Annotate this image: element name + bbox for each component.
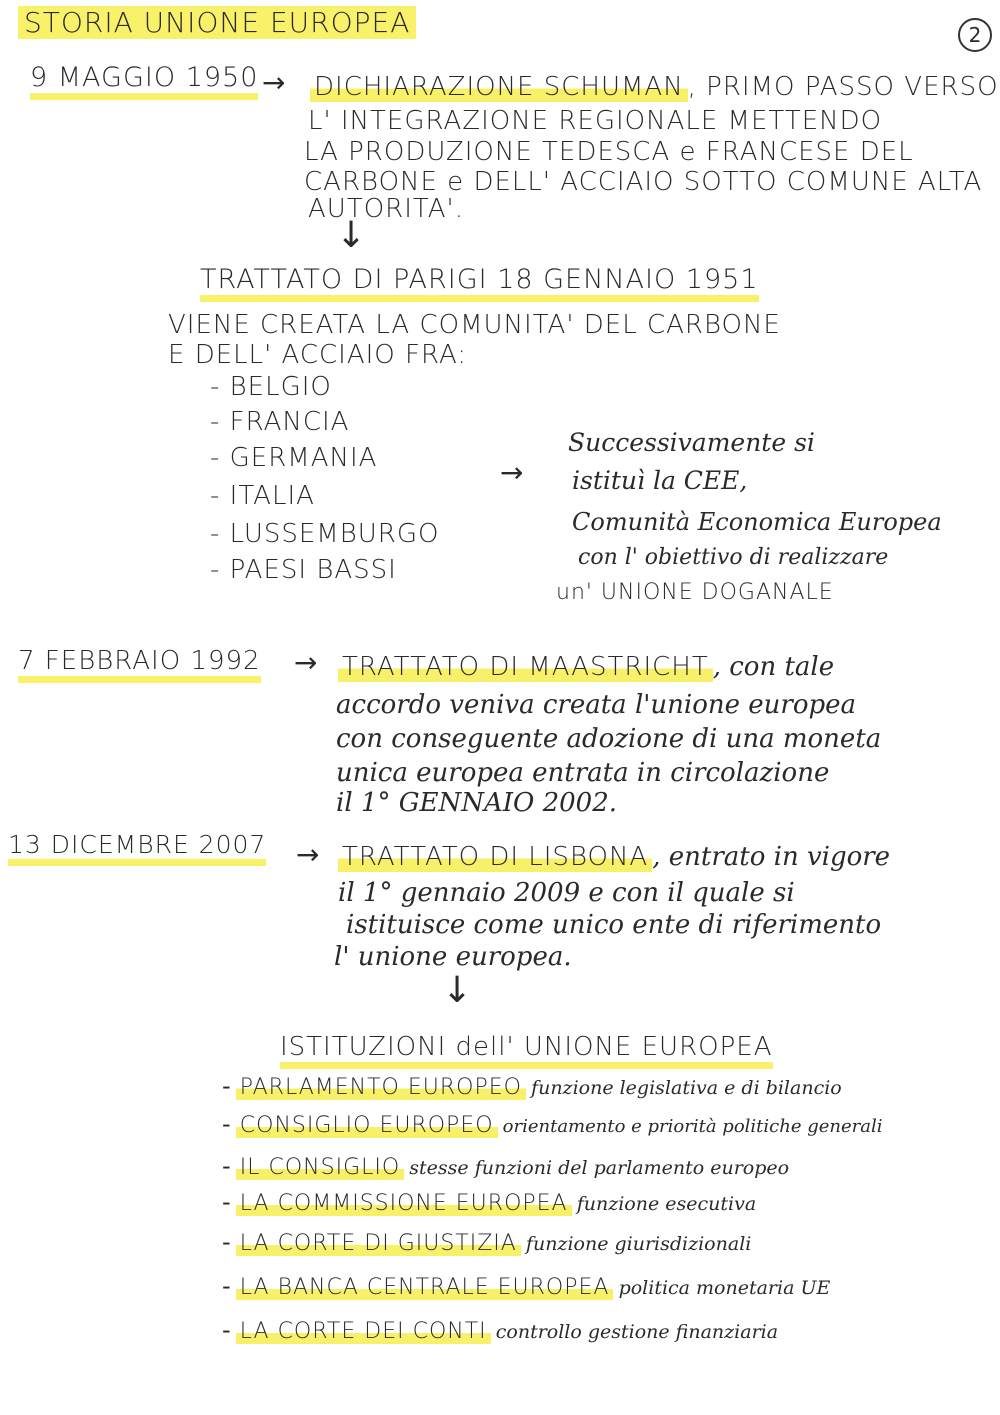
maastricht-date: 7 FEBBRAIO 1992 bbox=[18, 646, 261, 683]
maastricht-line-2: accordo veniva creata l'unione europea bbox=[336, 690, 857, 720]
schuman-highlight: DICHIARAZIONE SCHUMAN bbox=[310, 72, 688, 102]
lisbona-line-3: istituisce come unico ente di riferimento bbox=[346, 910, 882, 940]
cee-note-line-5: un' UNIONE DOGANALE bbox=[556, 580, 834, 605]
dash: - bbox=[222, 1228, 231, 1256]
lisbona-line-1 bbox=[338, 842, 890, 872]
arrow-down-icon: ↓ bbox=[336, 215, 367, 256]
institution-desc: stesse funzioni del parlamento europeo bbox=[409, 1157, 790, 1179]
institution-desc: funzione esecutiva bbox=[576, 1193, 757, 1215]
institution-desc: funzione legislativa e di bilancio bbox=[531, 1077, 842, 1099]
institution-desc: orientamento e priorità politiche generali bbox=[502, 1116, 883, 1137]
dash: - bbox=[222, 1188, 231, 1216]
parigi-line-1: VIENE CREATA LA COMUNITA' DEL CARBONE bbox=[168, 310, 781, 340]
schuman-line-1-rest: , PRIMO PASSO VERSO bbox=[687, 72, 999, 102]
institution-name: CONSIGLIO EUROPEO bbox=[236, 1113, 498, 1138]
parigi-line-2: E DELL' ACCIAIO FRA: bbox=[168, 340, 468, 370]
page-number: 2 bbox=[958, 18, 992, 52]
institution-item bbox=[222, 1188, 756, 1216]
institution-name: LA CORTE DEI CONTI bbox=[236, 1319, 491, 1344]
cee-note-line-3: Comunità Economica Europea bbox=[572, 508, 942, 536]
parigi-heading: TRATTATO DI PARIGI 18 GENNAIO 1951 bbox=[200, 264, 759, 302]
lisbona-highlight: TRATTATO DI LISBONA bbox=[338, 842, 652, 872]
arrow-down-icon: ↓ bbox=[442, 970, 473, 1011]
institution-name: LA CORTE DI GIUSTIZIA bbox=[236, 1231, 521, 1256]
maastricht-line-1-rest: , con tale bbox=[712, 652, 835, 682]
institution-item bbox=[222, 1110, 882, 1138]
arrow-right-icon: → bbox=[296, 838, 320, 871]
institution-desc: controllo gestione finanziaria bbox=[495, 1321, 779, 1343]
dash: - bbox=[222, 1110, 231, 1138]
institution-item bbox=[222, 1072, 842, 1100]
schuman-line-3: LA PRODUZIONE TEDESCA e FRANCESE DEL bbox=[304, 137, 914, 167]
institution-desc: funzione giurisdizionali bbox=[525, 1233, 752, 1255]
schuman-line-1 bbox=[310, 72, 999, 102]
institution-name: PARLAMENTO EUROPEO bbox=[236, 1075, 526, 1100]
arrow-right-icon: → bbox=[262, 66, 286, 99]
dash: - bbox=[222, 1272, 231, 1300]
maastricht-line-3: con conseguente adozione di una moneta bbox=[336, 724, 882, 754]
schuman-line-4: CARBONE e DELL' ACCIAIO SOTTO COMUNE ALTA bbox=[304, 167, 983, 197]
country-item: - GERMANIA bbox=[210, 443, 378, 473]
institution-item bbox=[222, 1152, 789, 1180]
institution-item bbox=[222, 1228, 751, 1256]
institution-name: LA BANCA CENTRALE EUROPEA bbox=[236, 1275, 614, 1300]
lisbona-line-1-rest: , entrato in vigore bbox=[652, 842, 891, 872]
maastricht-highlight: TRATTATO DI MAASTRICHT bbox=[338, 652, 713, 682]
dash: - bbox=[222, 1316, 231, 1344]
institution-desc: politica monetaria UE bbox=[618, 1277, 831, 1299]
schuman-line-2: L' INTEGRAZIONE REGIONALE METTENDO bbox=[308, 106, 883, 136]
institution-name: IL CONSIGLIO bbox=[236, 1155, 404, 1180]
country-item: - FRANCIA bbox=[210, 407, 350, 437]
maastricht-line-4: unica europea entrata in circolazione bbox=[336, 758, 830, 788]
institution-item bbox=[222, 1316, 778, 1344]
country-item: - LUSSEMBURGO bbox=[210, 519, 440, 549]
istituzioni-heading: ISTITUZIONI dell' UNIONE EUROPEA bbox=[280, 1032, 773, 1069]
arrow-right-icon: → bbox=[294, 646, 318, 679]
dash: - bbox=[222, 1152, 231, 1180]
country-item: - PAESI BASSI bbox=[210, 555, 397, 585]
page-title: STORIA UNIONE EUROPEA bbox=[18, 6, 416, 39]
country-item: - ITALIA bbox=[210, 481, 315, 511]
arrow-right-icon: → bbox=[500, 456, 524, 489]
lisbona-line-4: l' unione europea. bbox=[334, 942, 572, 972]
schuman-date: 9 MAGGIO 1950 bbox=[30, 62, 258, 100]
cee-note-line-2: istituì la CEE, bbox=[572, 466, 748, 495]
lisbona-line-2: il 1° gennaio 2009 e con il quale si bbox=[338, 878, 795, 908]
cee-note-line-4: con l' obiettivo di realizzare bbox=[578, 545, 889, 570]
institution-item bbox=[222, 1272, 830, 1300]
institution-name: LA COMMISSIONE EUROPEA bbox=[236, 1191, 572, 1216]
maastricht-line-1 bbox=[338, 652, 834, 682]
lisbona-date: 13 DICEMBRE 2007 bbox=[8, 830, 266, 866]
country-item: - BELGIO bbox=[210, 372, 332, 402]
schuman-line-5: AUTORITA'. bbox=[308, 194, 464, 224]
maastricht-line-5: il 1° GENNAIO 2002. bbox=[336, 788, 618, 818]
dash: - bbox=[222, 1072, 231, 1100]
cee-note-line-1: Successivamente si bbox=[568, 428, 815, 457]
